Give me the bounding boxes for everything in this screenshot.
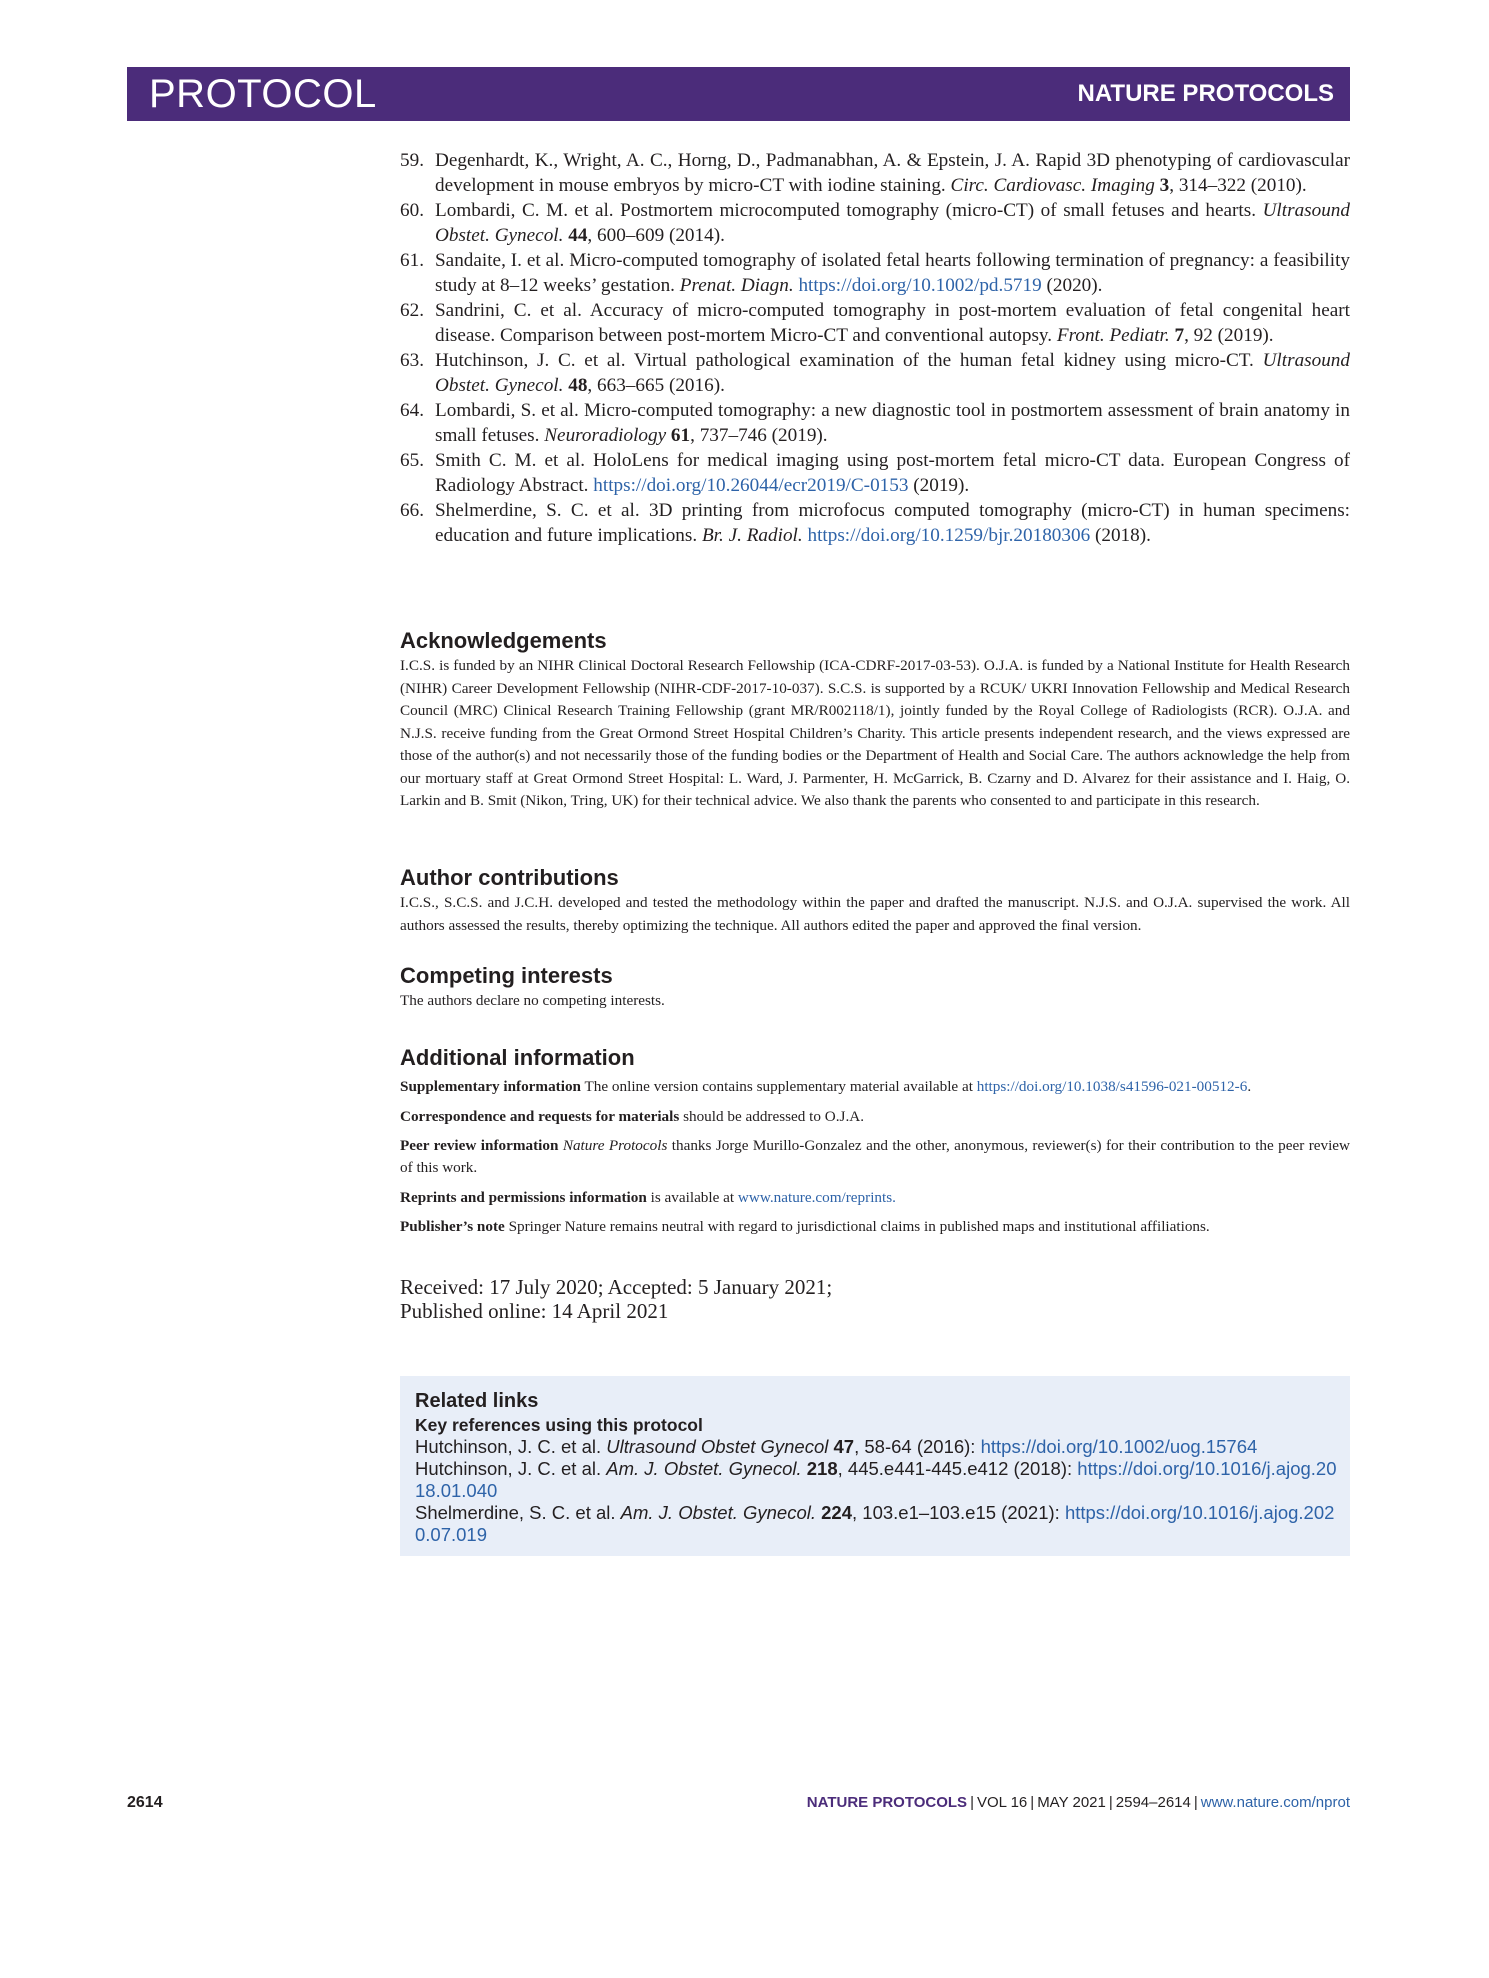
related-links-box [400,1376,1350,1556]
related-link-item [415,1502,1338,1546]
reference-doi-link[interactable]: https://doi.org/10.26044/ecr2019/C-0153 [593,475,909,496]
related-link-authors: Hutchinson, J. C. et al. [415,1436,607,1457]
correspondence-label: Correspondence and requests for materials [400,1107,680,1125]
reference-item [400,348,1350,398]
reference-journal: Ultrasound Obstet. Gynecol. [435,200,1350,246]
footer-pages: 2594–2614 [1115,1794,1191,1811]
related-link-doi[interactable]: https://doi.org/10.1016/j.ajog.2018.01.040 [415,1458,1337,1501]
reprints-information [400,1187,1350,1209]
footer-date: MAY 2021 [1037,1794,1106,1811]
reference-doi-link[interactable]: https://doi.org/10.1002/pd.5719 [798,275,1042,296]
competing-interests-section [400,962,1350,1013]
reference-year: (2019). [908,475,970,496]
journal-name: NATURE PROTOCOLS [1077,80,1334,107]
related-link-volume: 47 [833,1436,855,1457]
reference-pages: , 92 (2019). [1184,325,1274,346]
acknowledgements-text: I.C.S. is funded by an NIHR Clinical Doctoral Research Fellowship (ICA-CDRF-2017-03-53). O.J.A. is funded by a National Institute for Health Research (NIHR) Career Development Fellowship (NIHR-CDF-2017-10-037). S.C.S. is supported by a RCUK/ UKRI Innovation Fellowship and Medical Research Council (MRC) Clinical Research Training Fellowship (grant MR/R002118/1), jointly funded by the Royal College of Radiologists (RCR). O.J.A. and N.J.S. receive funding from the Great Ormond Street Hospital Children’s Charity. This article presents independent research, and the views expressed are those of the author(s) and not necessarily those of the funding bodies or the Department of Health and Social Care. The authors acknowledge the help from our mortuary staff at Great Ormond Street Hospital: L. Ward, J. Parmenter, H. McGarrick, B. Czarny and D. Alvarez for their assistance and I. Haig, O. Larkin and B. Smit (Nikon, Tring, UK) for their technical advice. We also thank the parents who consented to and participate in this research. [400,657,1350,809]
related-link-pages: , 103.e1–103.e15 (2021): [852,1502,1065,1523]
reference-item [400,448,1350,498]
correspondence-text: should be addressed to O.J.A. [679,1107,865,1125]
reference-journal: Prenat. Diagn. [679,275,794,296]
footer-separator: | [1193,1794,1198,1811]
related-link-pages: , 58-64 (2016): [854,1436,981,1457]
footer-citation [807,1794,1350,1811]
reference-pages: , 737–746 (2019). [690,425,828,446]
publisher-note-text: Springer Nature remains neutral with regard to jurisdictional claims in published maps and institutional affiliations. [504,1218,1210,1235]
reference-item [400,498,1350,548]
related-link-authors: Hutchinson, J. C. et al. [415,1458,607,1479]
reference-text: Sandaite, I. et al. Micro-computed tomography of isolated fetal hearts following termination of pregnancy: a feasibility study at 8–12 weeks’ gestation. [435,250,1350,296]
footer-journal: NATURE PROTOCOLS [806,1794,968,1811]
reference-journal: Br. J. Radiol. [701,525,803,546]
peer-review-journal: Nature Protocols [562,1137,668,1154]
related-link-item [415,1458,1338,1502]
related-link-pages: , 445.e441-445.e412 (2018): [837,1458,1078,1479]
footer-separator: | [970,1794,974,1811]
footer-url[interactable]: www.nature.com/nprot [1200,1794,1350,1811]
correspondence [400,1106,1350,1128]
reference-volume: 7 [1174,325,1185,346]
related-link-authors: Shelmerdine, S. C. et al. [415,1502,621,1523]
reference-year: (2020). [1041,275,1103,296]
reference-journal: Ultrasound Obstet. Gynecol. [435,350,1350,396]
peer-review-label: Peer review information [400,1137,559,1154]
reference-journal: Neuroradiology [544,425,667,446]
header-bar [127,67,1350,121]
supplementary-information [400,1076,1350,1098]
reprints-link[interactable]: www.nature.com/reprints. [737,1188,896,1206]
competing-interests-heading: Competing interests [400,963,613,988]
reference-text: Shelmerdine, S. C. et al. 3D printing from microfocus computed tomography (micro-CT) in human specimens: education and future implications. [435,500,1350,546]
related-links-subheading: Key references using this protocol [415,1415,703,1435]
reference-text: Lombardi, S. et al. Micro-computed tomography: a new diagnostic tool in postmortem assessment of brain anatomy in small fetuses. [435,400,1350,446]
related-links-heading: Related links [415,1390,539,1412]
reference-journal: Circ. Cardiovasc. Imaging [950,175,1155,196]
reference-volume: 44 [568,225,588,246]
competing-interests-text: The authors declare no competing interests. [400,992,665,1009]
acknowledgements-section [400,627,1350,813]
peer-review-text: thanks Jorge Murillo-Gonzalez and the other, anonymous, reviewer(s) for their contribution to the peer review of this work. [400,1137,1351,1176]
reference-text: Sandrini, C. et al. Accuracy of micro-computed tomography in post-mortem evaluation of fetal congenital heart disease. Comparison between post-mortem Micro-CT and conventional autopsy. [435,300,1350,346]
page-number: 2614 [127,1794,163,1811]
related-link-volume: 218 [806,1458,838,1479]
reference-item [400,148,1350,198]
reference-volume: 48 [568,375,588,396]
reference-journal: Front. Pediatr. [1056,325,1170,346]
reference-number: 64. [400,400,424,421]
additional-information-section [400,1044,1350,1246]
reference-number: 59. [400,150,424,171]
reference-doi-link[interactable]: https://doi.org/10.1259/bjr.20180306 [807,525,1091,546]
footer-separator: | [1030,1794,1035,1811]
reference-text: Lombardi, C. M. et al. Postmortem microcomputed tomography (micro-CT) of small fetuses and hearts. [435,200,1263,221]
author-contributions-heading: Author contributions [400,865,619,890]
reference-volume: 3 [1159,175,1170,196]
received-accepted-line: Received: 17 July 2020; Accepted: 5 January 2021; [400,1275,833,1299]
author-contributions-text: I.C.S., S.C.S. and J.C.H. developed and tested the methodology within the paper and drafted the manuscript. N.J.S. and O.J.A. supervised the work. All authors assessed the results, thereby optimizing the technique. All authors edited the paper and approved the final version. [400,894,1350,934]
related-link-journal: Am. J. Obstet. Gynecol. [606,1458,802,1479]
reference-number: 62. [400,300,424,321]
reference-pages: , 600–609 (2014). [587,225,725,246]
author-contributions-section [400,864,1350,937]
acknowledgements-heading: Acknowledgements [400,628,607,653]
footer-separator: | [1108,1794,1113,1811]
reprints-text: is available at [646,1188,738,1206]
reference-item [400,398,1350,448]
reference-number: 60. [400,200,424,221]
reference-number: 61. [400,250,424,271]
reference-volume: 61 [670,425,691,446]
reference-number: 65. [400,450,424,471]
reference-item [400,248,1350,298]
reference-list [400,148,1350,548]
related-link-doi[interactable]: https://doi.org/10.1016/j.ajog.2020.07.019 [415,1502,1335,1545]
reference-number: 66. [400,500,424,521]
reference-text: Degenhardt, K., Wright, A. C., Horng, D., Padmanabhan, A. & Epstein, J. A. Rapid 3D phenotyping of cardiovascular development in mouse embryos by micro-CT with iodine staining. [435,150,1350,196]
footer-volume: VOL 16 [976,1794,1028,1811]
related-link-journal: Ultrasound Obstet Gynecol [606,1436,829,1457]
related-link-journal: Am. J. Obstet. Gynecol. [620,1502,816,1523]
publication-dates [400,1275,1350,1323]
additional-information-heading: Additional information [400,1045,635,1070]
section-label: PROTOCOL [149,72,377,116]
reference-number: 63. [400,350,424,371]
reference-item [400,198,1350,248]
published-online-line: Published online: 14 April 2021 [400,1299,669,1323]
reference-item [400,298,1350,348]
reference-year: (2018). [1090,525,1151,546]
reprints-label: Reprints and permissions information [400,1188,647,1206]
peer-review-information [400,1135,1350,1179]
related-link-doi[interactable]: https://doi.org/10.1002/uog.15764 [980,1436,1258,1457]
reference-text: Smith C. M. et al. HoloLens for medical imaging using post-mortem fetal micro-CT data. European Congress of Radiology Abstract. [435,450,1350,496]
supplementary-label: Supplementary information [400,1078,581,1095]
related-link-item [415,1436,1338,1458]
publisher-note [400,1216,1350,1238]
publisher-note-label: Publisher’s note [400,1218,505,1235]
reference-pages: , 663–665 (2016). [587,375,725,396]
reference-text: Hutchinson, J. C. et al. Virtual pathological examination of the human fetal kidney using micro-CT. [435,350,1263,371]
supplementary-text: The online version contains supplementary material available at [581,1078,977,1095]
reference-pages: , 314–322 (2010). [1169,175,1307,196]
supplementary-link[interactable]: https://doi.org/10.1038/s41596-021-00512-6 [976,1078,1248,1095]
supplementary-end: . [1247,1078,1252,1095]
related-link-volume: 224 [821,1502,853,1523]
